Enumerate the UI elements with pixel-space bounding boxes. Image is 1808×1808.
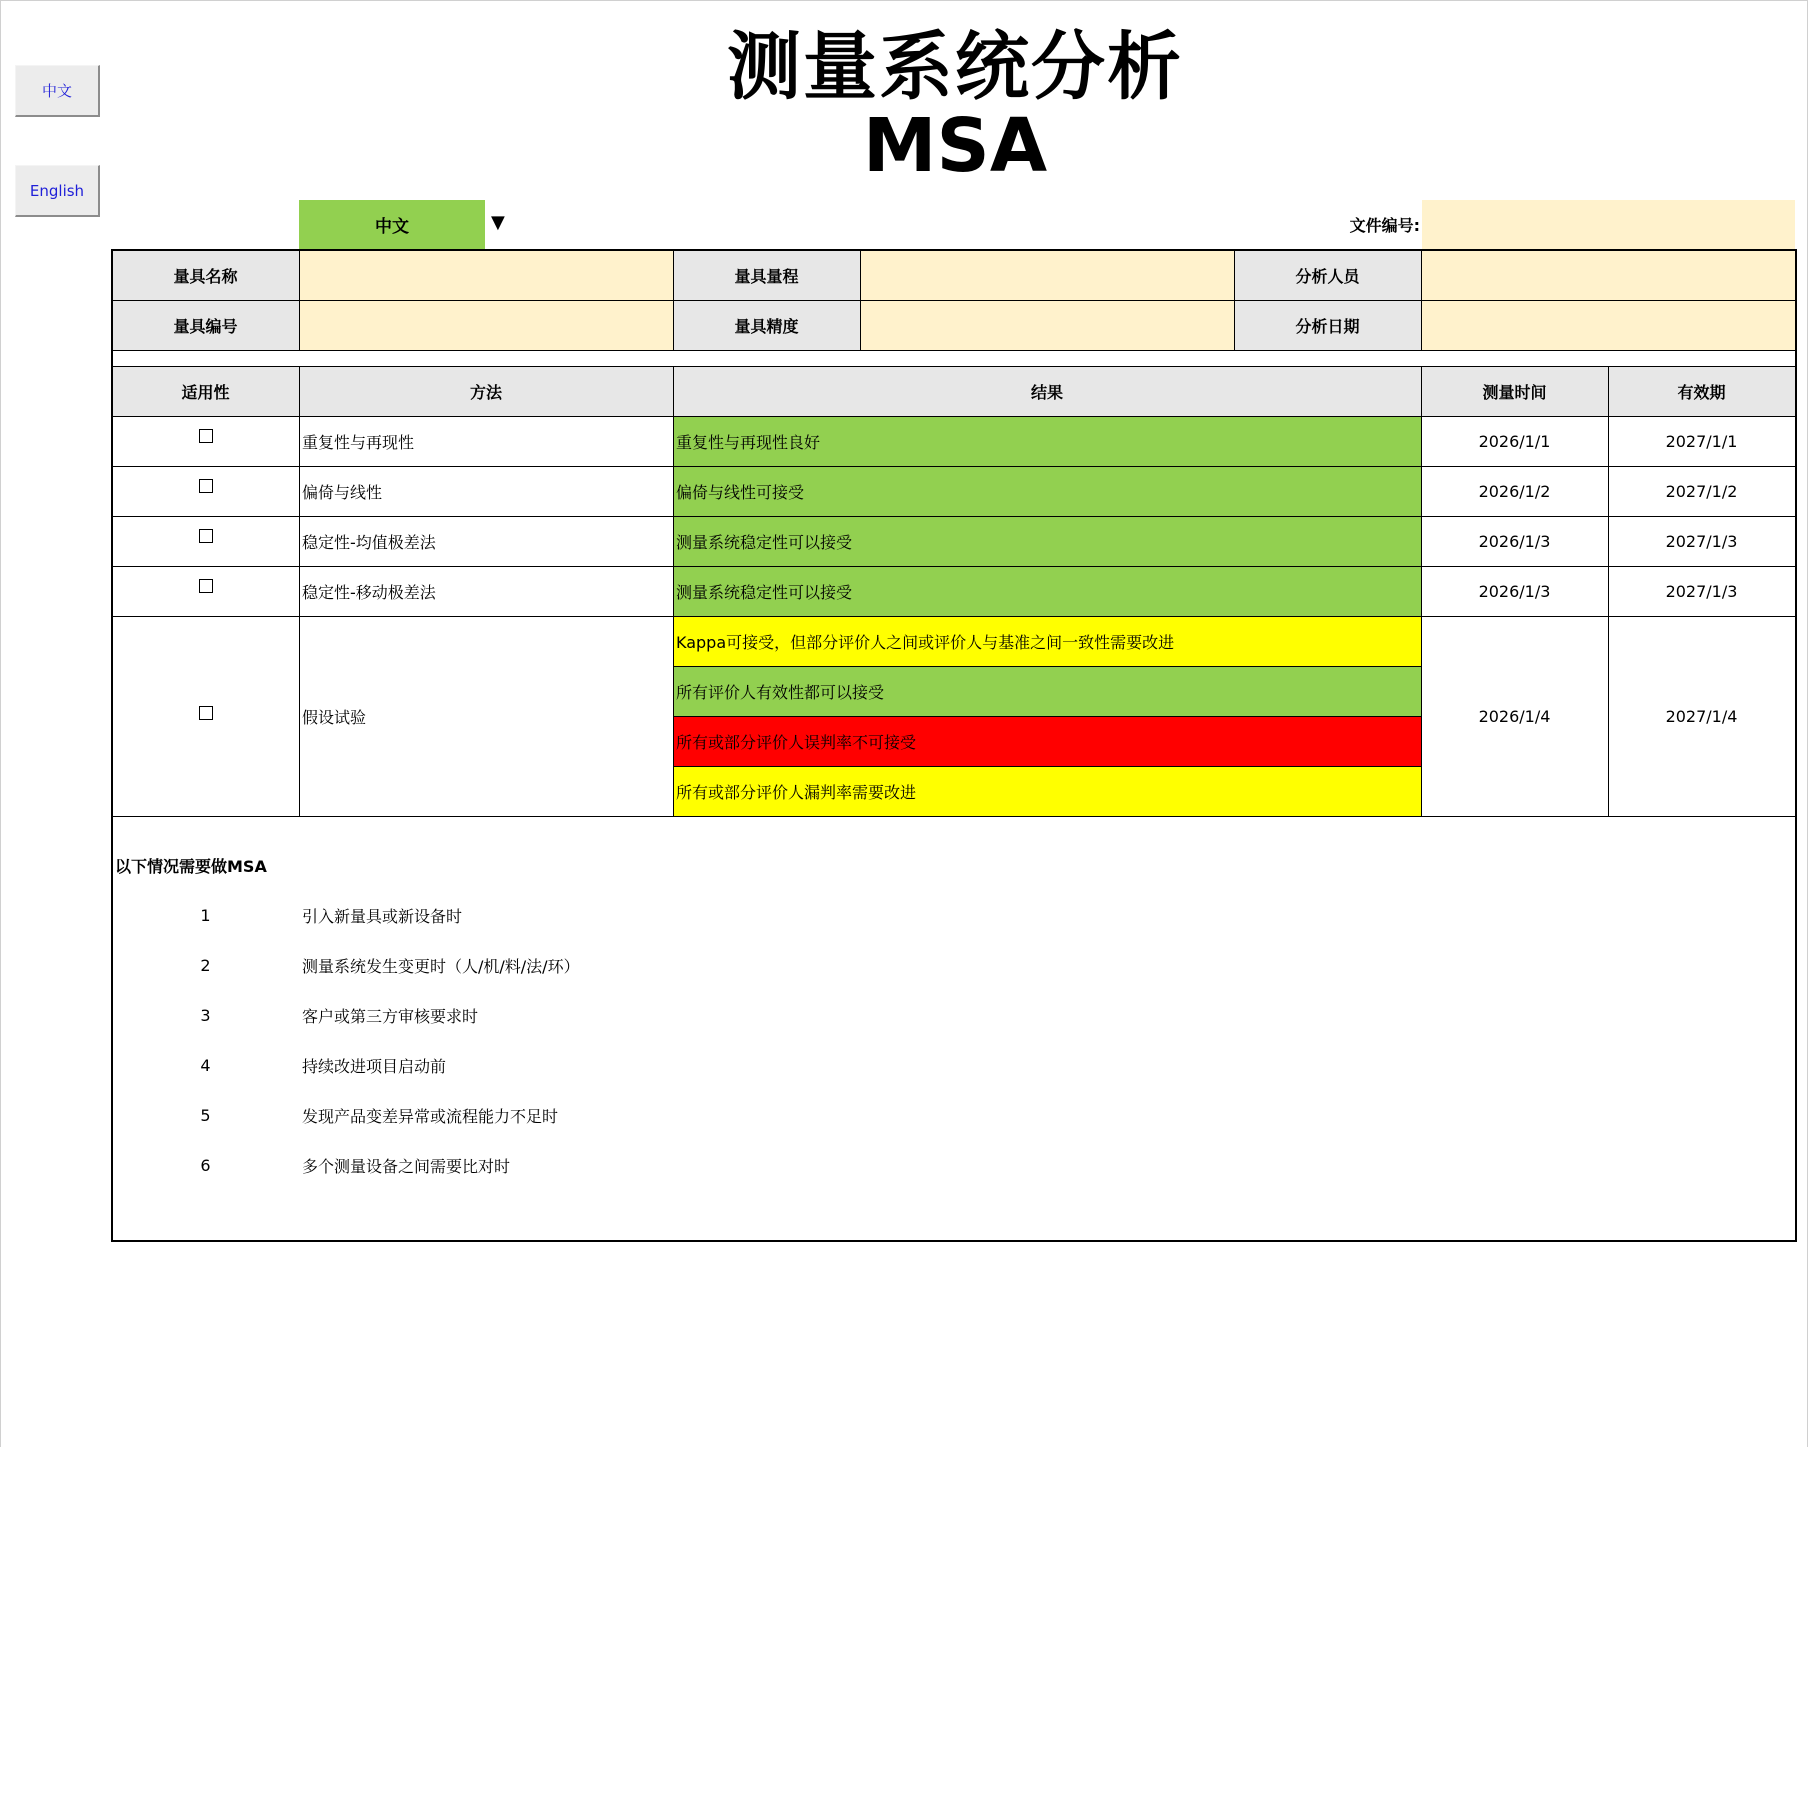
result-cell: 所有或部分评价人漏判率需要改进 bbox=[673, 766, 1421, 816]
header-measure-time: 测量时间 bbox=[1421, 366, 1608, 416]
checkbox-icon[interactable] bbox=[199, 579, 213, 593]
notes-title: 以下情况需要做MSA bbox=[115, 856, 267, 876]
measure-time-cell: 2026/1/2 bbox=[1478, 481, 1551, 501]
grid-line bbox=[112, 466, 1796, 467]
applicability-checkbox[interactable] bbox=[112, 566, 299, 616]
grid-line bbox=[112, 366, 1796, 367]
applicability-checkbox[interactable] bbox=[112, 616, 299, 816]
grid-line bbox=[112, 516, 1796, 517]
note-number: 3 bbox=[200, 1005, 211, 1025]
method-cell: 重复性与再现性 bbox=[302, 432, 415, 452]
header-method: 方法 bbox=[299, 366, 673, 416]
gauge-name-label: 量具名称 bbox=[112, 250, 299, 300]
method-cell: 假设试验 bbox=[302, 707, 367, 727]
applicability-checkbox[interactable] bbox=[112, 516, 299, 566]
note-text: 引入新量具或新设备时 bbox=[302, 906, 463, 926]
result-cell: Kappa可接受，但部分评价人之间或评价人与基准之间一致性需要改进 bbox=[673, 616, 1421, 666]
grid-line bbox=[673, 716, 1421, 717]
note-number: 2 bbox=[200, 955, 211, 975]
header-result: 结果 bbox=[673, 366, 1421, 416]
grid-line bbox=[1795, 249, 1797, 1242]
gauge-precision-field[interactable] bbox=[860, 300, 1234, 350]
checkbox-icon[interactable] bbox=[199, 706, 213, 720]
method-cell: 偏倚与线性 bbox=[302, 482, 383, 502]
grid-line bbox=[673, 366, 674, 816]
analyst-field[interactable] bbox=[1421, 250, 1795, 300]
validity-cell: 2027/1/3 bbox=[1665, 581, 1738, 601]
grid-line bbox=[111, 249, 1797, 251]
checkbox-icon[interactable] bbox=[199, 429, 213, 443]
note-text: 发现产品变差异常或流程能力不足时 bbox=[302, 1106, 559, 1126]
gauge-number-label: 量具编号 bbox=[112, 300, 299, 350]
grid-line bbox=[112, 300, 1796, 301]
grid-line bbox=[112, 616, 1796, 617]
result-cell: 重复性与再现性良好 bbox=[673, 416, 1421, 466]
result-cell: 测量系统稳定性可以接受 bbox=[673, 516, 1421, 566]
grid-line bbox=[299, 366, 300, 816]
method-cell: 稳定性-均值极差法 bbox=[302, 532, 436, 552]
note-number: 5 bbox=[200, 1105, 211, 1125]
note-number: 4 bbox=[200, 1055, 211, 1075]
note-text: 客户或第三方审核要求时 bbox=[302, 1006, 479, 1026]
note-text: 测量系统发生变更时（人/机/料/法/环） bbox=[302, 956, 580, 976]
grid-line bbox=[112, 416, 1796, 417]
result-cell: 偏倚与线性可接受 bbox=[673, 466, 1421, 516]
applicability-checkbox[interactable] bbox=[112, 466, 299, 516]
grid-line bbox=[673, 666, 1421, 667]
gauge-name-field[interactable] bbox=[299, 250, 673, 300]
checkbox-icon[interactable] bbox=[199, 529, 213, 543]
gauge-range-field[interactable] bbox=[860, 250, 1234, 300]
doc-number-field[interactable] bbox=[1422, 200, 1795, 249]
validity-cell: 2027/1/3 bbox=[1665, 531, 1738, 551]
grid-line bbox=[111, 249, 113, 1242]
grid-line bbox=[1421, 250, 1422, 350]
grid-line bbox=[112, 816, 1796, 817]
gauge-number-field[interactable] bbox=[299, 300, 673, 350]
note-text: 持续改进项目启动前 bbox=[302, 1056, 447, 1076]
note-text: 多个测量设备之间需要比对时 bbox=[302, 1156, 511, 1176]
header-validity: 有效期 bbox=[1608, 366, 1795, 416]
measure-time-cell: 2026/1/3 bbox=[1478, 531, 1551, 551]
english-button[interactable]: English bbox=[15, 165, 100, 217]
grid-line bbox=[1421, 366, 1422, 816]
analyst-label: 分析人员 bbox=[1234, 250, 1421, 300]
grid-line bbox=[673, 250, 674, 350]
doc-number-label: 文件编号: bbox=[1349, 216, 1420, 235]
language-select[interactable]: 中文 bbox=[299, 200, 485, 249]
result-cell: 所有或部分评价人误判率不可接受 bbox=[673, 716, 1421, 766]
page-subtitle: MSA bbox=[862, 103, 1048, 189]
analysis-date-field[interactable] bbox=[1421, 300, 1795, 350]
grid-line bbox=[860, 250, 861, 350]
grid-line bbox=[112, 566, 1796, 567]
result-cell: 所有评价人有效性都可以接受 bbox=[673, 666, 1421, 716]
grid-line bbox=[673, 766, 1421, 767]
measure-time-cell: 2026/1/4 bbox=[1478, 706, 1551, 726]
chinese-button[interactable]: 中文 bbox=[15, 65, 100, 117]
grid-line bbox=[112, 350, 1796, 351]
grid-line bbox=[299, 250, 300, 350]
grid-line bbox=[111, 1240, 1797, 1242]
validity-cell: 2027/1/2 bbox=[1665, 481, 1738, 501]
measure-time-cell: 2026/1/3 bbox=[1478, 581, 1551, 601]
analysis-date-label: 分析日期 bbox=[1234, 300, 1421, 350]
note-number: 1 bbox=[200, 905, 211, 925]
page-title: 测量系统分析 bbox=[727, 24, 1183, 110]
gauge-range-label: 量具量程 bbox=[673, 250, 860, 300]
gauge-precision-label: 量具精度 bbox=[673, 300, 860, 350]
header-applicability: 适用性 bbox=[112, 366, 299, 416]
validity-cell: 2027/1/4 bbox=[1665, 706, 1738, 726]
result-cell: 测量系统稳定性可以接受 bbox=[673, 566, 1421, 616]
grid-line bbox=[1234, 250, 1235, 350]
note-number: 6 bbox=[200, 1155, 211, 1175]
validity-cell: 2027/1/1 bbox=[1665, 431, 1738, 451]
checkbox-icon[interactable] bbox=[199, 479, 213, 493]
method-cell: 稳定性-移动极差法 bbox=[302, 582, 436, 602]
grid-line bbox=[1608, 366, 1609, 816]
applicability-checkbox[interactable] bbox=[112, 416, 299, 466]
measure-time-cell: 2026/1/1 bbox=[1478, 431, 1551, 451]
dropdown-arrow-icon[interactable]: ▼ bbox=[491, 212, 505, 233]
